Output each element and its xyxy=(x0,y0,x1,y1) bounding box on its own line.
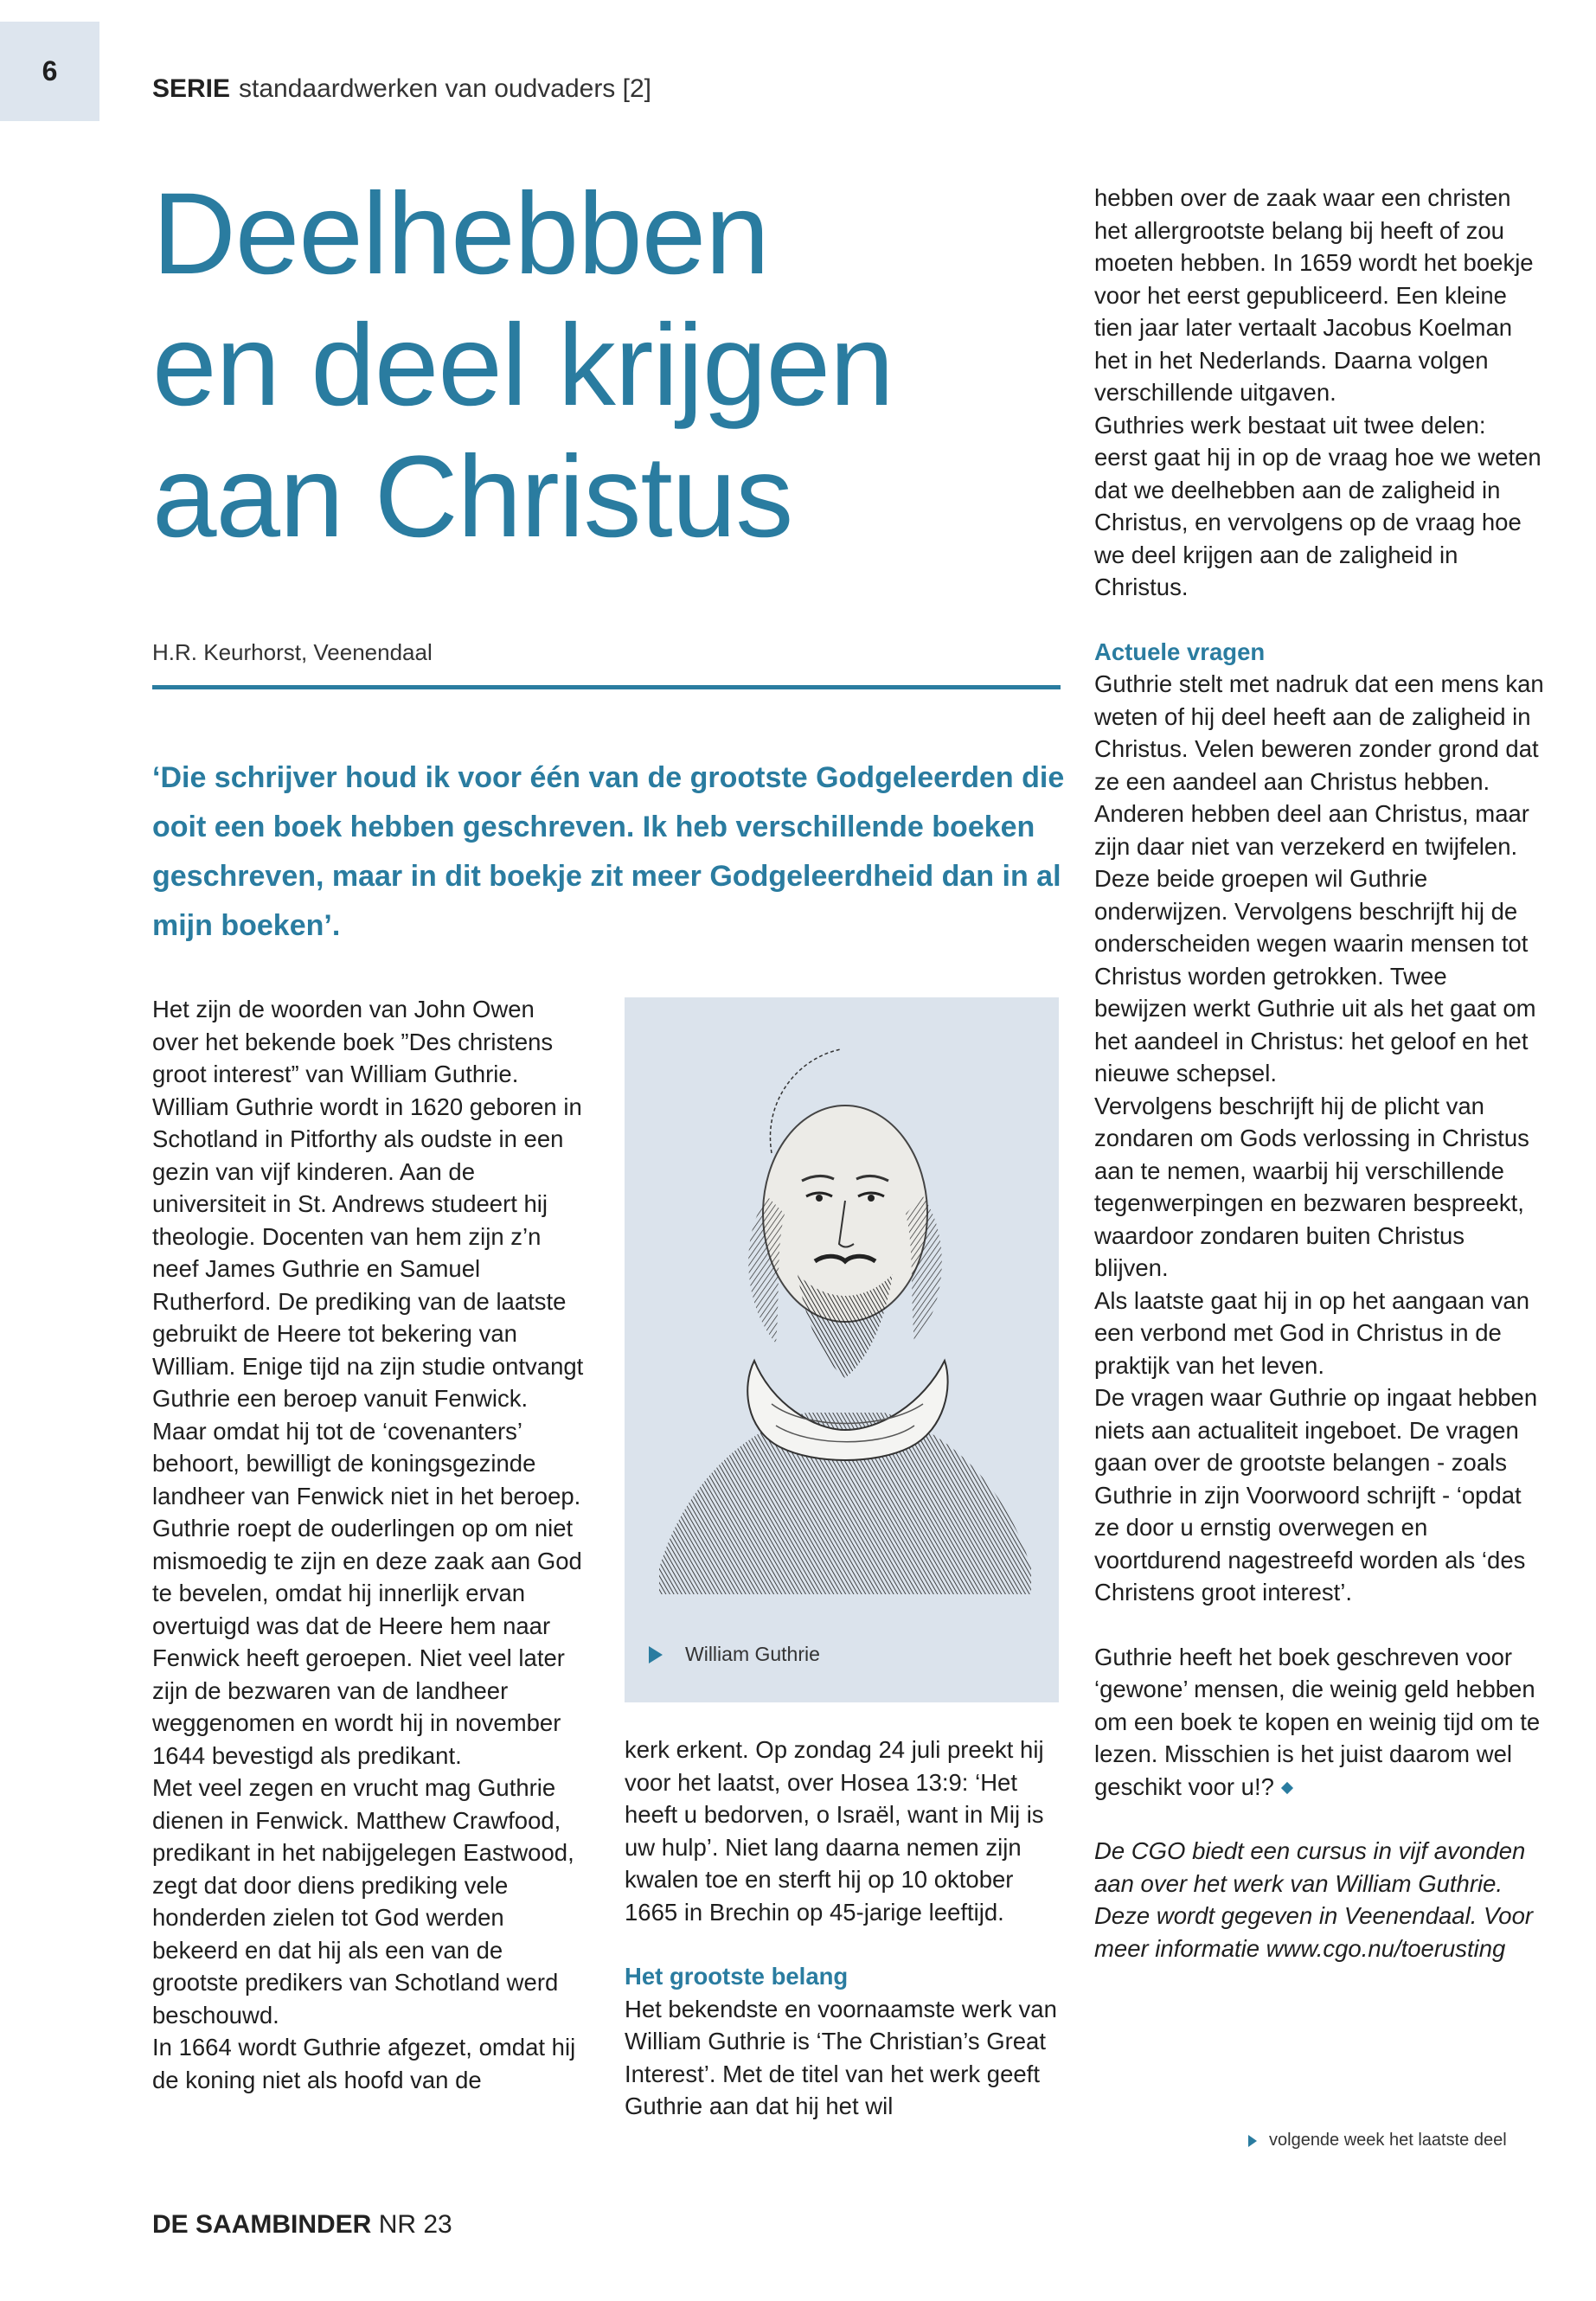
column-3 xyxy=(1094,182,1544,1965)
paragraph: hebben over de zaak waar een christen het allergrootste belang bij heeft of zou moeten hebben. In 1659 wordt het boekje voor het eerst gepubliceerd. Een kleine tien jaar later vertaalt Jacobus Koelman het in het Nederlands. Daarna volgen verschillende uitgaven. xyxy=(1094,184,1534,406)
subheading: Het grootste belang xyxy=(625,1963,849,1990)
caption-text: William Guthrie xyxy=(685,1643,820,1665)
paragraph: Vervolgens beschrijft hij de plicht van zondaren om Gods verlossing in Christus aan te nemen, waarbij hij verschillende tegenwerpingen en bezwaren bespreekt, waardoor zondaren buiten Christus blijven. xyxy=(1094,1092,1529,1281)
paragraph: In 1664 wordt Guthrie afgezet, omdat hij de koning niet als hoofd van de xyxy=(152,2034,576,2093)
article-title xyxy=(152,169,1035,563)
paragraph: kerk erkent. Op zondag 24 juli preekt hij voor het laatst, over Hosea 13:9: ‘Het heeft u bedorven, o Israël, want in Mij is uw hulp’. Niet lang daarna nemen zijn kwalen toe en sterft hij op 10 oktober 1665 in Brechin op 45-jarige leeftijd. xyxy=(625,1736,1044,1926)
course-note: De CGO biedt een cursus in vijf avonden aan over het werk van William Guthrie. Deze wordt gegeven in Veenendaal. Voor meer informatie www.cgo.nu/toerusting xyxy=(1094,1837,1534,1962)
paragraph: Het bekendste en voornaamste werk van William Guthrie is ‘The Christian’s Great Interest’. Met de titel van het werk geeft Guthrie aan dat hij het wil xyxy=(625,1995,1057,2119)
paragraph: Als laatste gaat hij in op het aangaan van een verbond met God in Christus in de praktijk van het leven. xyxy=(1094,1286,1530,1379)
intro-quote: ‘Die schrijver houd ik voor één van de grootste Godgeleerden die ooit een boek hebben geschreven. Ik heb verschillende boeken geschreven, maar in dit boekje zit meer Godgeleerdheid dan in al mijn boeken’. xyxy=(152,761,1065,942)
divider-rule xyxy=(152,685,1061,689)
next-week-triangle-icon xyxy=(1248,2135,1257,2147)
author-byline: H.R. Keurhorst, Veenendaal xyxy=(152,639,433,665)
paragraph: Met veel zegen en vrucht mag Guthrie dienen in Fenwick. Matthew Crawfood, predikant in het nabijgelegen Eastwood, zegt dat door diens prediking vele honderden zielen tot God werden bekeerd en dat hij als een van de grootste predikers van Schotland werd beschouwd. xyxy=(152,1774,574,2029)
issue-number: NR 23 xyxy=(378,2210,452,2239)
portrait-figure xyxy=(625,997,1059,1702)
paragraph-gap xyxy=(625,1928,1057,1960)
series-header xyxy=(152,74,651,104)
column-2 xyxy=(625,1734,1057,2123)
figure-caption xyxy=(649,1643,820,1666)
page-number: 6 xyxy=(0,22,99,121)
end-diamond-icon xyxy=(1281,1782,1293,1794)
paragraph-gap xyxy=(1094,604,1544,636)
footer xyxy=(152,2210,452,2240)
magazine-name: DE SAAMBINDER xyxy=(152,2210,372,2239)
next-week-text: volgende week het laatste deel xyxy=(1269,2131,1507,2150)
series-label: SERIE xyxy=(152,74,231,103)
next-week-note xyxy=(1248,2131,1507,2150)
paragraph: De vragen waar Guthrie op ingaat hebben niets aan actualiteit ingeboet. De vragen gaan over de grootste belangen - zoals Guthrie in zijn Voorwoord schrijft - ‘opdat ze door u ernstig overwegen en voortdurend nagestreefd worden als ‘des Christens groot interest’. xyxy=(1094,1384,1538,1606)
paragraph: Het zijn de woorden van John Owen over het bekende boek ”Des christens groot interest” van William Guthrie. William Guthrie wordt in 1620 geboren in Schotland in Pitforthy als oudste in een gezin van vijf kinderen. Aan de universiteit in St. Andrews studeert hij theologie. Docenten van hem zijn z’n neef James Guthrie en Samuel Rutherford. De prediking van de laatste gebruikt de Heere tot bekering van William. Enige tijd na zijn studie ontvangt Guthrie een beroep vanuit Fenwick. Maar omdat hij tot de ‘covenanters’ behoort, bewilligt de koningsgezinde landheer van Fenwick niet in het beroep. Guthrie roept de ouderlingen op om niet mismoedig te zijn en deze zaak aan God te bevelen, omdat hij innerlijk ervan overtuigd was dat de Heere hem naar Fenwick heeft geroepen. Niet veel later zijn de bezwaren van de landheer weggenomen en wordt hij in november 1644 bevestigd als predikant. xyxy=(152,996,584,1769)
paragraph-gap xyxy=(1094,1803,1544,1835)
title-line-3: aan Christus xyxy=(152,433,793,561)
paragraph: Guthrie stelt met nadruk dat een mens kan weten of hij deel heeft aan de zaligheid in Christus. Velen beweren zonder grond dat ze een aandeel aan Christus hebben. Anderen hebben deel aan Christus, maar zijn daar niet van verzekerd en twijfelen. Deze beide groepen wil Guthrie onderwijzen. Vervolgens beschrijft hij de onderscheiden wegen waarin mensen tot Christus worden getrokken. Twee bewijzen werkt Guthrie uit als het gaat om het aandeel in Christus: het geloof en het nieuwe schepsel. xyxy=(1094,670,1544,1086)
title-line-1: Deelhebben xyxy=(152,170,769,298)
closing-paragraph xyxy=(1094,1641,1544,1804)
title-line-2: en deel krijgen xyxy=(152,301,894,430)
paragraph-gap xyxy=(1094,1609,1544,1641)
portrait-illustration xyxy=(625,997,1059,1702)
closing-text: Guthrie heeft het boek geschreven voor ‘gewone’ mensen, die weinig geld hebben om een boek te kopen en weinig tijd om te lezen. Misschien is het juist daarom wel geschikt voor u!? xyxy=(1094,1643,1541,1800)
paragraph: Guthries werk bestaat uit twee delen: eerst gaat hij in op de vraag hoe we weten dat we deelhebben aan de zaligheid in Christus, en vervolgens op de vraag hoe we deel krijgen aan de zaligheid in Christus. xyxy=(1094,411,1542,600)
caption-triangle-icon xyxy=(649,1646,663,1663)
subheading: Actuele vragen xyxy=(1094,638,1266,665)
column-1 xyxy=(152,993,585,2096)
series-title: standaardwerken van oudvaders [2] xyxy=(239,74,651,103)
